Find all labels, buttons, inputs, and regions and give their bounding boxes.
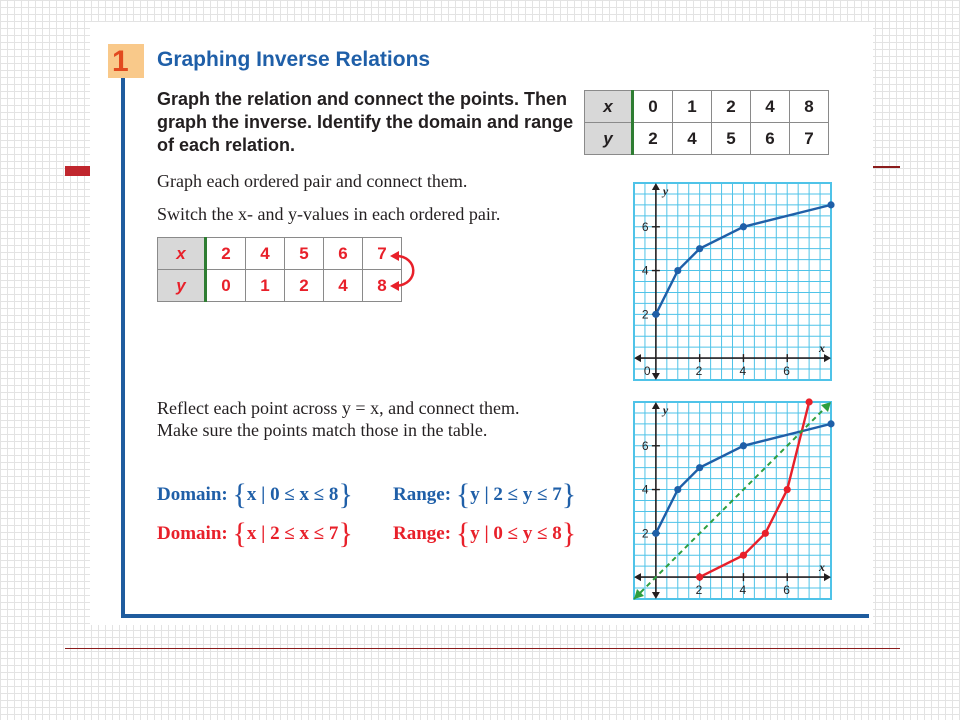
x-axis-label: x [819, 341, 825, 356]
table-cell: 1 [246, 270, 285, 302]
step3-text: Reflect each point across y = x, and connect them. Make sure the points match those in the table. [157, 398, 520, 440]
inverse-graph [634, 402, 831, 599]
inverse-point [740, 552, 747, 559]
inverse-domain-set: x | 2 ≤ x ≤ 7 [246, 523, 339, 544]
relation-graph [634, 183, 831, 380]
table-cell: 7 [363, 238, 402, 270]
x-tick-label: 4 [739, 583, 747, 598]
table-cell: 2 [206, 238, 246, 270]
y-tick-label: 4 [641, 482, 649, 497]
inverse-point [762, 530, 769, 537]
table-cell: 4 [246, 238, 285, 270]
table-cell: 7 [790, 123, 829, 155]
relation-range-set: y | 2 ≤ y ≤ 7 [470, 484, 562, 505]
table-row [585, 123, 829, 155]
relation-domain-set: x | 0 ≤ x ≤ 8 [246, 484, 339, 505]
table-cell: 8 [790, 91, 829, 123]
step1-text: Graph each ordered pair and connect them. [157, 171, 468, 191]
table-cell: 4 [751, 91, 790, 123]
table-cell: 1 [673, 91, 712, 123]
relation-range-label: Range: [393, 484, 452, 505]
table-cell: 6 [751, 123, 790, 155]
table-cell: 6 [324, 238, 363, 270]
step2-text: Switch the x- and y-values in each ordered pair. [157, 204, 501, 224]
x-tick-label: 6 [783, 583, 790, 598]
table-row [585, 91, 829, 123]
relation-point [652, 311, 659, 318]
y-tick-label: 4 [641, 263, 649, 278]
swap-arrows-icon [390, 248, 424, 294]
y-tick-label: 6 [641, 438, 649, 453]
relation-point [740, 223, 747, 230]
relation-point [674, 486, 681, 493]
relation-domain-label: Domain: [157, 484, 228, 505]
table-cell: 8 [363, 270, 402, 302]
table-header-x: x [158, 238, 206, 270]
table-cell: 0 [633, 91, 673, 123]
table-header-y: y [585, 123, 633, 155]
table-cell: 2 [633, 123, 673, 155]
relation-point [652, 530, 659, 537]
relation-point [674, 267, 681, 274]
table-cell: 4 [673, 123, 712, 155]
example-left-border [121, 78, 125, 618]
x-tick-label: 4 [739, 364, 747, 379]
example-title: Graphing Inverse Relations [157, 48, 431, 71]
inverse-domain-label: Domain: [157, 523, 228, 544]
inverse-domain: Domain: {x | 2 ≤ x ≤ 7} [157, 517, 353, 550]
inverse-point [806, 398, 813, 405]
table-cell: 2 [285, 270, 324, 302]
y-tick-label: 2 [641, 526, 649, 541]
x-tick-label: 2 [695, 583, 703, 598]
inverse-table [157, 237, 402, 302]
instruction-text: Graph the relation and connect the points. Then graph the inverse. Identify the domain and range of each relation. [157, 89, 574, 155]
relation-table [584, 90, 829, 155]
inverse-point [696, 574, 703, 581]
y-tick-label: 2 [641, 307, 649, 322]
inverse-range: Range: {y | 0 ≤ y ≤ 8} [393, 517, 577, 550]
slide-bottom-rule [65, 648, 900, 649]
y-tick-label: 6 [641, 219, 649, 234]
relation-point [696, 245, 703, 252]
table-header-x: x [585, 91, 633, 123]
table-cell: 0 [206, 270, 246, 302]
x-tick-label: 2 [695, 364, 703, 379]
table-cell: 5 [285, 238, 324, 270]
table-row [158, 238, 402, 270]
x-axis-label: x [819, 560, 825, 575]
relation-point [740, 442, 747, 449]
relation-point [696, 464, 703, 471]
relation-point [827, 420, 834, 427]
inverse-range-label: Range: [393, 523, 452, 544]
inverse-range-set: y | 0 ≤ y ≤ 8 [470, 523, 562, 544]
table-cell: 4 [324, 270, 363, 302]
y-axis-label: y [662, 403, 669, 417]
relation-domain: Domain: {x | 0 ≤ x ≤ 8} [157, 478, 353, 511]
x-tick-label: 0 [643, 364, 651, 379]
relation-range: Range: {y | 2 ≤ y ≤ 7} [393, 478, 577, 511]
example-number: 1 [112, 45, 129, 78]
inverse-point [784, 486, 791, 493]
table-header-y: y [158, 270, 206, 302]
table-row [158, 270, 402, 302]
relation-point [827, 201, 834, 208]
y-axis-label: y [662, 184, 669, 198]
table-cell: 2 [712, 91, 751, 123]
x-tick-label: 6 [783, 364, 790, 379]
table-cell: 5 [712, 123, 751, 155]
example-bottom-border [121, 614, 869, 618]
